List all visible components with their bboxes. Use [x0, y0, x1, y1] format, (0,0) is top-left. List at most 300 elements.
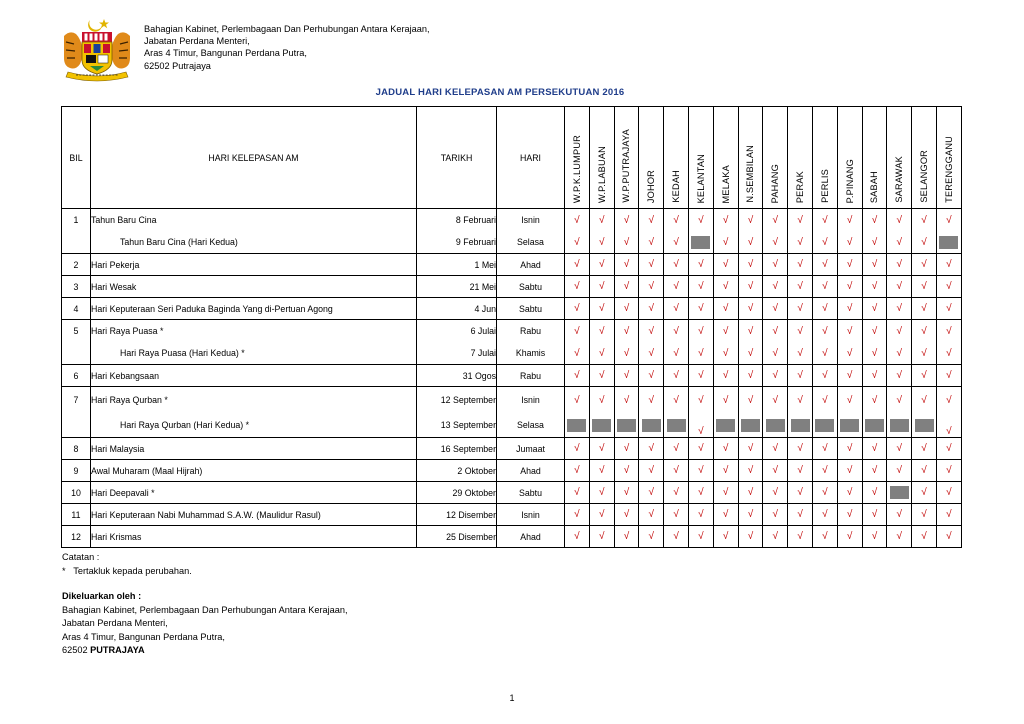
check-mark: √ [648, 487, 655, 498]
check-mark: √ [797, 236, 803, 248]
check-mark: √ [772, 465, 779, 476]
issuer-postcode-line [62, 644, 348, 658]
check-mark: √ [797, 303, 803, 314]
row-date: 9 Februari [417, 231, 497, 254]
state-cell [936, 504, 961, 526]
check-mark: √ [946, 281, 952, 292]
check-mark: √ [846, 394, 853, 406]
check-mark: √ [747, 394, 754, 406]
check-mark: √ [871, 487, 878, 498]
state-cell [912, 254, 937, 276]
check-mark: √ [846, 236, 853, 248]
check-mark: √ [574, 370, 580, 381]
check-mark: √ [797, 281, 803, 292]
issuer-postcode: 62502 [62, 645, 88, 655]
check-mark: √ [574, 303, 580, 314]
state-cell [812, 276, 837, 298]
issuer-heading: Dikeluarkan oleh : [62, 591, 142, 601]
state-cell [713, 526, 738, 548]
state-cell [936, 482, 961, 504]
check-mark: √ [648, 443, 655, 454]
state-cell [763, 209, 788, 232]
state-cell [837, 365, 862, 387]
check-mark: √ [772, 281, 779, 292]
check-mark: √ [871, 465, 878, 476]
check-mark: √ [822, 394, 828, 406]
row-holiday-name: Hari Malaysia [91, 438, 417, 460]
state-cell [837, 413, 862, 438]
table-row [62, 231, 962, 254]
state-cell [887, 254, 912, 276]
check-mark: √ [598, 394, 605, 406]
row-day: Sabtu [497, 298, 565, 320]
check-mark: √ [921, 509, 927, 520]
state-cell [614, 365, 639, 387]
state-cell [639, 504, 664, 526]
check-mark: √ [871, 394, 878, 406]
table-row [62, 438, 962, 460]
state-cell [688, 438, 713, 460]
check-mark: √ [623, 394, 630, 406]
table-row [62, 365, 962, 387]
check-mark: √ [698, 347, 704, 359]
state-cell [837, 438, 862, 460]
check-mark: √ [722, 281, 729, 292]
state-cell [738, 342, 763, 365]
state-cell [887, 387, 912, 414]
check-mark: √ [846, 487, 853, 498]
state-cell [912, 320, 937, 343]
state-cell [788, 504, 813, 526]
row-bil: 12 [62, 526, 91, 548]
check-mark: √ [772, 236, 779, 248]
header-state-label: P.PINANG [844, 158, 855, 203]
check-mark: √ [648, 347, 655, 359]
row-day: Ahad [497, 526, 565, 548]
state-cell [738, 209, 763, 232]
check-mark: √ [698, 426, 704, 437]
check-mark: √ [797, 325, 803, 337]
row-bil: 1 [62, 209, 91, 232]
state-cell [812, 254, 837, 276]
state-cell [639, 365, 664, 387]
state-cell [837, 298, 862, 320]
state-cell [788, 438, 813, 460]
state-cell [862, 526, 887, 548]
check-mark: √ [871, 370, 878, 381]
state-cell [936, 231, 961, 254]
check-mark: √ [722, 394, 729, 406]
state-cell [639, 482, 664, 504]
check-mark: √ [598, 259, 605, 270]
row-bil: 11 [62, 504, 91, 526]
check-mark: √ [598, 347, 605, 359]
state-cell [565, 365, 590, 387]
check-mark: √ [772, 303, 779, 314]
state-cell [912, 298, 937, 320]
header-state [589, 107, 614, 209]
state-cell [688, 504, 713, 526]
state-cell [614, 276, 639, 298]
row-bil [62, 231, 91, 254]
check-mark: √ [896, 531, 902, 542]
state-cell [589, 365, 614, 387]
org-line: Jabatan Perdana Menteri, [144, 36, 250, 47]
state-cell [788, 342, 813, 365]
state-cell [763, 276, 788, 298]
state-cell [887, 276, 912, 298]
check-mark: √ [797, 370, 803, 381]
state-cell [688, 276, 713, 298]
org-line: Aras 4 Timur, Bangunan Perdana Putra, [144, 48, 307, 59]
check-mark: √ [946, 426, 952, 437]
table-header-row [62, 107, 962, 209]
row-bil: 6 [62, 365, 91, 387]
state-cell [936, 342, 961, 365]
state-cell [565, 460, 590, 482]
shaded-not-holiday [890, 419, 909, 432]
state-cell [688, 254, 713, 276]
state-cell [639, 209, 664, 232]
header-date: TARIKH [417, 107, 497, 209]
row-day: Jumaat [497, 438, 565, 460]
state-cell [862, 482, 887, 504]
check-mark: √ [598, 509, 605, 520]
header-state-label: MELAKA [720, 164, 731, 203]
check-mark: √ [772, 394, 779, 406]
check-mark: √ [822, 281, 828, 292]
shaded-not-holiday [791, 419, 810, 432]
check-mark: √ [698, 303, 704, 314]
row-holiday-name: Hari Raya Qurban * [91, 387, 417, 414]
check-mark: √ [623, 347, 630, 359]
check-mark: √ [574, 347, 580, 359]
notes-text: Tertakluk kepada perubahan. [73, 566, 192, 576]
state-cell [812, 460, 837, 482]
state-cell [788, 254, 813, 276]
check-mark: √ [722, 325, 729, 337]
state-cell [788, 526, 813, 548]
check-mark: √ [747, 259, 754, 270]
state-cell [936, 320, 961, 343]
shaded-not-holiday [617, 419, 636, 432]
state-cell [738, 276, 763, 298]
issuer-city: PUTRAJAYA [90, 645, 145, 655]
state-cell [713, 320, 738, 343]
state-cell [862, 438, 887, 460]
table-row [62, 209, 962, 232]
check-mark: √ [772, 509, 779, 520]
state-cell [589, 387, 614, 414]
header-state [565, 107, 590, 209]
check-mark: √ [747, 465, 754, 476]
row-day: Sabtu [497, 276, 565, 298]
shaded-not-holiday [939, 236, 958, 249]
header-state [812, 107, 837, 209]
check-mark: √ [574, 214, 580, 226]
check-mark: √ [747, 325, 754, 337]
row-day: Rabu [497, 320, 565, 343]
state-cell [887, 460, 912, 482]
check-mark: √ [921, 281, 927, 292]
check-mark: √ [946, 325, 952, 337]
check-mark: √ [871, 443, 878, 454]
check-mark: √ [722, 303, 729, 314]
header-state [887, 107, 912, 209]
shaded-not-holiday [766, 419, 785, 432]
header-state [639, 107, 664, 209]
state-cell [887, 413, 912, 438]
state-cell [614, 320, 639, 343]
check-mark: √ [896, 281, 902, 292]
check-mark: √ [623, 281, 630, 292]
row-holiday-name: Tahun Baru Cina [91, 209, 417, 232]
state-cell [862, 365, 887, 387]
header-state-label: KEDAH [671, 170, 682, 203]
check-mark: √ [822, 325, 828, 337]
state-cell [887, 209, 912, 232]
state-cell [639, 276, 664, 298]
state-cell [664, 209, 689, 232]
check-mark: √ [946, 303, 952, 314]
state-cell [738, 526, 763, 548]
check-mark: √ [871, 236, 878, 248]
state-cell [713, 460, 738, 482]
check-mark: √ [648, 394, 655, 406]
check-mark: √ [896, 259, 902, 270]
state-cell [862, 387, 887, 414]
row-date: 6 Julai [417, 320, 497, 343]
check-mark: √ [797, 465, 803, 476]
state-cell [936, 438, 961, 460]
check-mark: √ [822, 509, 828, 520]
state-cell [887, 526, 912, 548]
check-mark: √ [797, 509, 803, 520]
row-holiday-name: Hari Wesak [91, 276, 417, 298]
check-mark: √ [574, 394, 580, 406]
table-row [62, 342, 962, 365]
check-mark: √ [598, 325, 605, 337]
check-mark: √ [896, 443, 902, 454]
check-mark: √ [822, 443, 828, 454]
check-mark: √ [598, 465, 605, 476]
state-cell [812, 298, 837, 320]
check-mark: √ [896, 509, 902, 520]
state-cell [688, 342, 713, 365]
header-day: HARI [497, 107, 565, 209]
check-mark: √ [722, 509, 729, 520]
check-mark: √ [574, 465, 580, 476]
check-mark: √ [871, 509, 878, 520]
issuer-block [62, 590, 348, 658]
state-cell [788, 482, 813, 504]
check-mark: √ [846, 509, 853, 520]
row-bil: 3 [62, 276, 91, 298]
state-cell [812, 320, 837, 343]
state-cell [887, 365, 912, 387]
header-state [713, 107, 738, 209]
check-mark: √ [822, 259, 828, 270]
state-cell [862, 504, 887, 526]
state-cell [862, 298, 887, 320]
check-mark: √ [623, 531, 630, 542]
state-cell [589, 276, 614, 298]
state-cell [763, 413, 788, 438]
check-mark: √ [747, 443, 754, 454]
check-mark: √ [623, 487, 630, 498]
state-cell [837, 342, 862, 365]
table-row [62, 298, 962, 320]
state-cell [713, 298, 738, 320]
check-mark: √ [797, 531, 803, 542]
row-date: 16 September [417, 438, 497, 460]
state-cell [614, 387, 639, 414]
check-mark: √ [797, 487, 803, 498]
state-cell [862, 209, 887, 232]
check-mark: √ [623, 214, 630, 226]
state-cell [639, 460, 664, 482]
check-mark: √ [871, 325, 878, 337]
check-mark: √ [673, 214, 679, 226]
state-cell [788, 320, 813, 343]
check-mark: √ [921, 259, 927, 270]
check-mark: √ [598, 281, 605, 292]
state-cell [565, 254, 590, 276]
state-cell [763, 365, 788, 387]
check-mark: √ [772, 487, 779, 498]
header-bil: BIL [62, 107, 91, 209]
check-mark: √ [623, 303, 630, 314]
check-mark: √ [574, 236, 580, 248]
state-cell [688, 365, 713, 387]
state-cell [812, 365, 837, 387]
header-state-label: N.SEMBILAN [745, 145, 756, 203]
issuer-line: Jabatan Perdana Menteri, [62, 618, 168, 628]
header-state-label: W.P.LABUAN [596, 146, 607, 203]
header-state-label: KELANTAN [695, 153, 706, 203]
state-cell [713, 209, 738, 232]
state-cell [664, 438, 689, 460]
row-date: 7 Julai [417, 342, 497, 365]
check-mark: √ [846, 325, 853, 337]
state-cell [862, 231, 887, 254]
check-mark: √ [673, 370, 679, 381]
check-mark: √ [747, 281, 754, 292]
check-mark: √ [648, 214, 655, 226]
table-row [62, 387, 962, 414]
row-date: 4 Jun [417, 298, 497, 320]
check-mark: √ [673, 347, 679, 359]
state-cell [589, 504, 614, 526]
check-mark: √ [623, 509, 630, 520]
state-cell [589, 254, 614, 276]
row-holiday-name: Hari Keputeraan Nabi Muhammad S.A.W. (Maulidur Rasul) [91, 504, 417, 526]
state-cell [664, 276, 689, 298]
check-mark: √ [574, 509, 580, 520]
state-cell [664, 298, 689, 320]
check-mark: √ [747, 531, 754, 542]
check-mark: √ [846, 347, 853, 359]
state-cell [936, 254, 961, 276]
check-mark: √ [673, 281, 679, 292]
row-date: 21 Mei [417, 276, 497, 298]
check-mark: √ [797, 347, 803, 359]
organization-address [144, 23, 430, 72]
check-mark: √ [871, 303, 878, 314]
notes-star: * [62, 566, 66, 576]
check-mark: √ [598, 531, 605, 542]
check-mark: √ [648, 509, 655, 520]
header-state [862, 107, 887, 209]
check-mark: √ [698, 214, 704, 226]
state-cell [738, 413, 763, 438]
state-cell [862, 276, 887, 298]
state-cell [589, 320, 614, 343]
row-holiday-name: Awal Muharam (Maal Hijrah) [91, 460, 417, 482]
check-mark: √ [772, 325, 779, 337]
state-cell [688, 209, 713, 232]
state-cell [763, 504, 788, 526]
check-mark: √ [648, 325, 655, 337]
row-day: Isnin [497, 504, 565, 526]
shaded-not-holiday [890, 486, 909, 499]
holiday-table [61, 106, 962, 548]
state-cell [664, 504, 689, 526]
check-mark: √ [698, 443, 704, 454]
shaded-not-holiday [716, 419, 735, 432]
state-cell [664, 231, 689, 254]
check-mark: √ [698, 281, 704, 292]
state-cell [614, 460, 639, 482]
check-mark: √ [946, 443, 952, 454]
check-mark: √ [648, 281, 655, 292]
state-cell [738, 320, 763, 343]
row-day: Selasa [497, 413, 565, 438]
state-cell [565, 342, 590, 365]
check-mark: √ [722, 259, 729, 270]
check-mark: √ [896, 370, 902, 381]
shaded-not-holiday [840, 419, 859, 432]
state-cell [589, 342, 614, 365]
state-cell [763, 298, 788, 320]
state-cell [565, 320, 590, 343]
check-mark: √ [648, 259, 655, 270]
state-cell [887, 482, 912, 504]
shaded-not-holiday [691, 236, 710, 249]
shaded-not-holiday [865, 419, 884, 432]
state-cell [837, 254, 862, 276]
state-cell [887, 342, 912, 365]
shaded-not-holiday [741, 419, 760, 432]
row-bil [62, 342, 91, 365]
state-cell [713, 231, 738, 254]
table-row [62, 460, 962, 482]
row-date: 13 September [417, 413, 497, 438]
state-cell [639, 231, 664, 254]
shaded-not-holiday [567, 419, 586, 432]
state-cell [713, 254, 738, 276]
check-mark: √ [747, 303, 754, 314]
check-mark: √ [598, 487, 605, 498]
state-cell [788, 387, 813, 414]
state-cell [664, 320, 689, 343]
state-cell [639, 320, 664, 343]
check-mark: √ [698, 465, 704, 476]
state-cell [936, 298, 961, 320]
check-mark: √ [822, 465, 828, 476]
notes [62, 550, 192, 578]
check-mark: √ [623, 465, 630, 476]
